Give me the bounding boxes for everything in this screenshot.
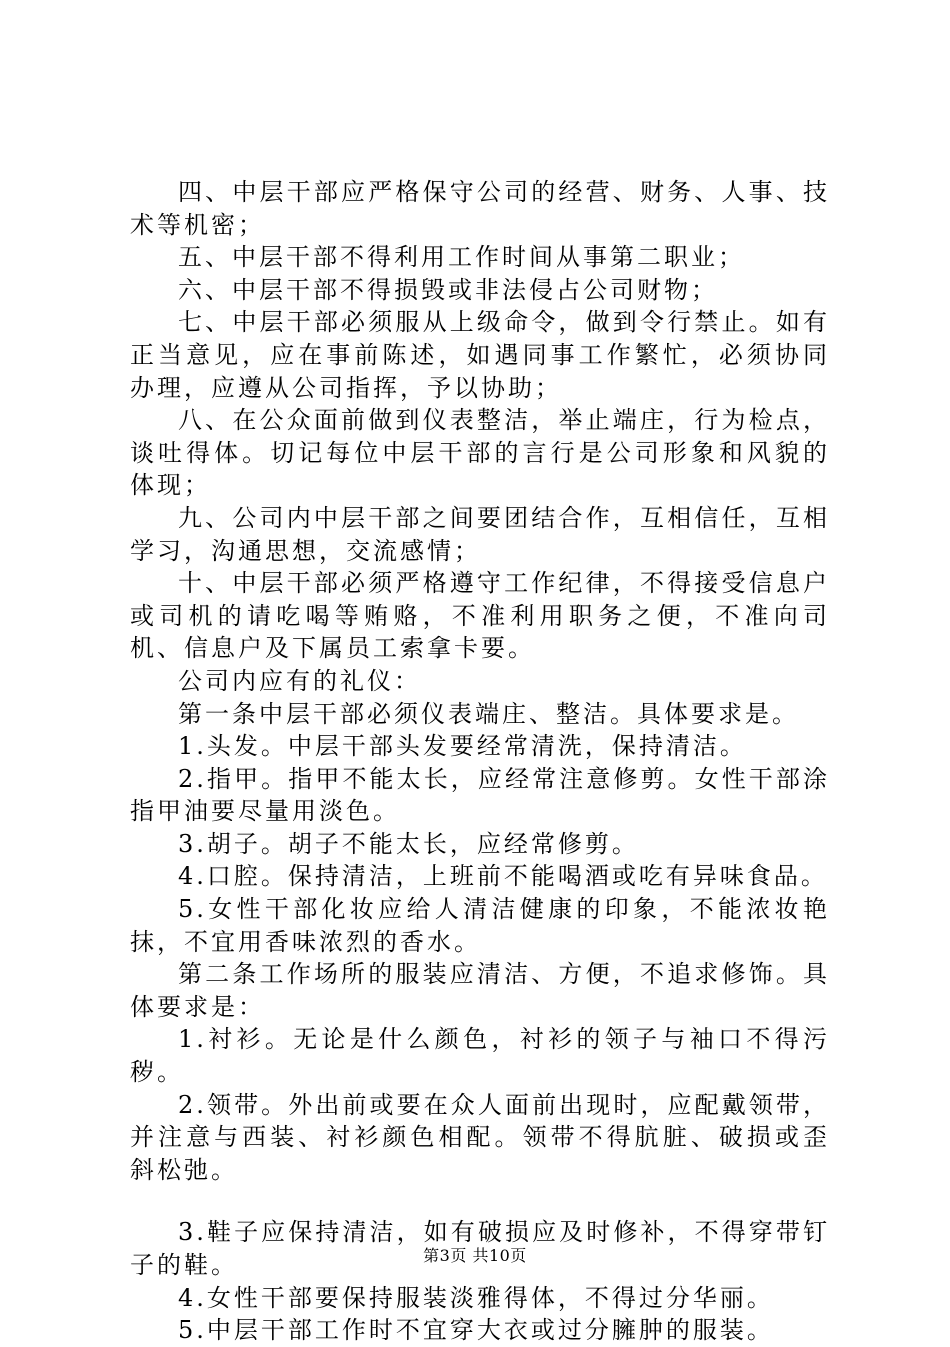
- blank-line: [130, 1186, 830, 1216]
- list-item: 3.鞋子应保持清洁，如有破损应及时修补，不得穿带钉子的鞋。: [130, 1218, 830, 1279]
- list-item: 4.口腔。保持清洁，上班前不能喝酒或吃有异味食品。: [178, 862, 828, 891]
- list-item: 2.领带。外出前或要在众人面前出现时，应配戴领带，并注意与西装、衬衫颜色相配。领带不得肮脏、破损或歪斜松弛。: [130, 1090, 830, 1184]
- paragraph: 六、中层干部不得损毁或非法侵占公司财物；: [178, 275, 718, 304]
- paragraph: 九、公司内中层干部之间要团结合作，互相信任，互相学习，沟通思想，交流感情；: [130, 503, 830, 565]
- paragraph: 四、中层干部应严格保守公司的经营、财务、人事、技术等机密；: [130, 178, 830, 239]
- article-heading: 第二条工作场所的服装应清洁、方便，不追求修饰。具体要求是：: [130, 960, 830, 1021]
- list-item: 5.女性干部化妆应给人清洁健康的印象，不能浓妆艳抹，不宜用香味浓烈的香水。: [130, 895, 830, 956]
- list-item: 4.女性干部要保持服装淡雅得体，不得过分华丽。: [178, 1283, 774, 1312]
- paragraph: 八、在公众面前做到仪表整洁，举止端庄，行为检点，谈吐得体。切记每位中层干部的言行是公司形象和风貌的体现；: [130, 406, 830, 500]
- list-item: 5.中层干部工作时不宜穿大衣或过分臃肿的服装。: [178, 1316, 774, 1345]
- list-item: 3.胡子。胡子不能太长，应经常修剪。: [178, 829, 639, 858]
- paragraph: 十、中层干部必须严格遵守工作纪律，不得接受信息户或司机的请吃喝等贿赂，不准利用职务之便，不准向司机、信息户及下属员工索拿卡要。: [130, 569, 830, 663]
- page-number: 第3页 共10页: [423, 1246, 527, 1265]
- section-heading: 公司内应有的礼仪：: [178, 666, 421, 695]
- article-heading: 第一条中层干部必须仪表端庄、整洁。具体要求是。: [178, 699, 799, 728]
- list-item: 2.指甲。指甲不能太长，应经常注意修剪。女性干部涂指甲油要尽量用淡色。: [130, 764, 830, 826]
- document-body: [130, 176, 830, 1347]
- list-item: 1.头发。中层干部头发要经常清洗，保持清洁。: [178, 732, 747, 761]
- paragraph: 五、中层干部不得利用工作时间从事第二职业；: [178, 243, 745, 272]
- list-item: 1.衬衫。无论是什么颜色，衬衫的领子与袖口不得污秽。: [130, 1025, 830, 1087]
- paragraph: 七、中层干部必须服从上级命令，做到令行禁止。如有正当意见，应在事前陈述，如遇同事工作繁忙，必须协同办理，应遵从公司指挥，予以协助；: [130, 308, 830, 402]
